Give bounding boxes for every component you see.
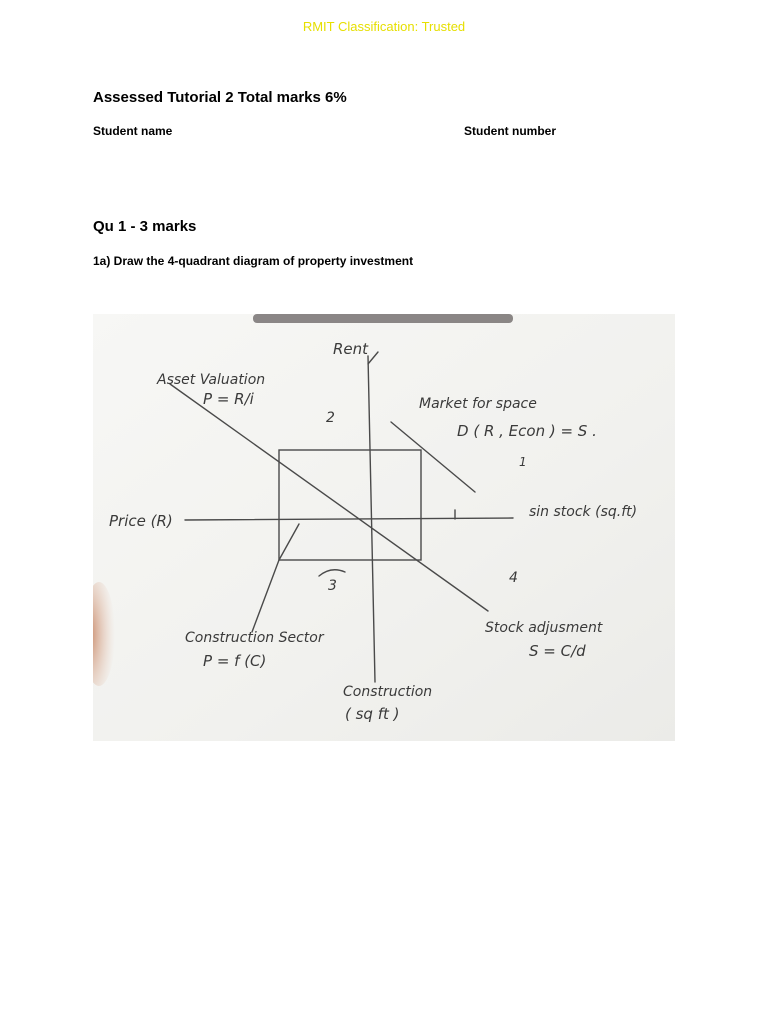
quadrant-1-number: 1 xyxy=(519,455,527,469)
quadrant-4-formula: S = C/d xyxy=(529,642,586,660)
construction-axis-label: Construction xyxy=(343,684,433,700)
quadrant-1-formula: D ( R , Econ ) = S . xyxy=(457,422,597,440)
student-number-label: Student number xyxy=(464,124,556,138)
classification-header: RMIT Classification: Trusted xyxy=(302,19,466,34)
quadrant-4-label: Stock adjusment xyxy=(485,620,603,636)
student-name-label: Student name xyxy=(93,124,173,138)
quadrant-3-label: Construction Sector xyxy=(185,630,324,646)
quadrant-2-number: 2 xyxy=(326,410,335,426)
rent-label: Rent xyxy=(333,340,369,358)
top-shadow-strip xyxy=(253,314,513,323)
stock-axis-label: sin stock (sq.ft) xyxy=(529,504,638,520)
sqft-axis-label: ( sq ft ) xyxy=(345,705,400,723)
price-axis-label: Price (R) xyxy=(109,512,173,530)
quadrant-2-label: Asset Valuation xyxy=(157,372,266,388)
question-heading: Qu 1 - 3 marks xyxy=(93,218,197,235)
quadrant-3-number: 3 xyxy=(328,578,337,594)
quadrant-1-label: Market for space xyxy=(419,396,537,412)
quadrant-2-formula: P = R/i xyxy=(203,390,254,408)
quadrant-4-number: 4 xyxy=(509,570,518,586)
question-part-a: 1a) Draw the 4-quadrant diagram of property investment xyxy=(93,254,414,268)
handwritten-diagram-photo xyxy=(93,314,675,741)
quadrant-3-formula: P = f (C) xyxy=(203,652,267,670)
document-title: Assessed Tutorial 2 Total marks 6% xyxy=(93,89,347,106)
